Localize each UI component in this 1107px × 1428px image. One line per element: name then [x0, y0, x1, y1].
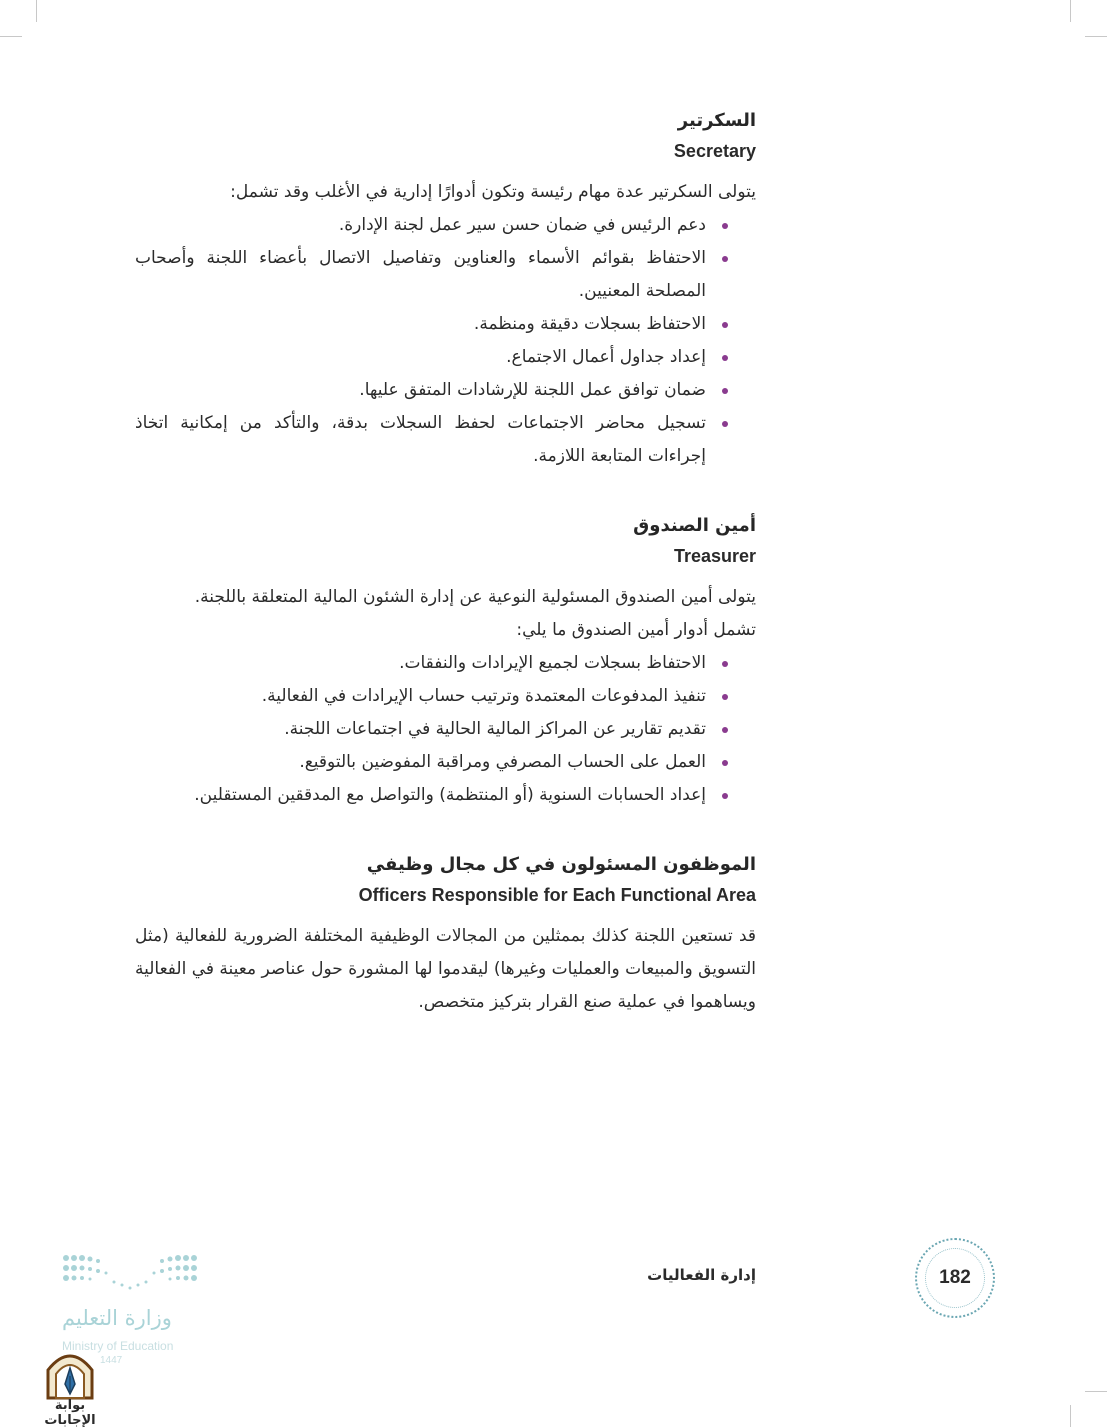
- section-officers: [135, 850, 756, 1019]
- list-item: تنفيذ المدفوعات المعتمدة وترتيب حساب الإيرادات في الفعالية.: [135, 680, 706, 713]
- list-item: ضمان توافق عمل اللجنة للإرشادات المتفق عليها.: [135, 374, 706, 407]
- list-item: إعداد جداول أعمال الاجتماع.: [135, 341, 706, 374]
- paragraph: تشمل أدوار أمين الصندوق ما يلي:: [516, 620, 756, 640]
- paragraph: قد تستعين اللجنة كذلك بممثلين من المجالات الوظيفية المختلفة الضرورية للفعالية (مثل التسويق والمبيعات والعمليات وغيرها) ليقدموا لها المشورة حول عناصر معينة في الفعالية ويساهموا في عملية صنع القرار بتركيز متخصص.: [134, 926, 756, 1012]
- section-heading-ar: أمين الصندوق: [633, 515, 756, 536]
- section-heading-en: Secretary: [673, 141, 756, 161]
- list-item: إعداد الحسابات السنوية (أو المنتظمة) والتواصل مع المدققين المستقلين.: [135, 779, 706, 812]
- list-item: العمل على الحساب المصرفي ومراقبة المفوضين بالتوقيع.: [135, 746, 706, 779]
- crop-mark: [36, 0, 37, 22]
- list-item: تقديم تقارير عن المراكز المالية الحالية في اجتماعات اللجنة.: [135, 713, 706, 746]
- section-heading-en: Officers Responsible for Each Functional Area: [358, 885, 756, 905]
- section-heading-en: Treasurer: [673, 546, 756, 566]
- bullet-list: [135, 209, 756, 473]
- crop-mark: [1070, 1405, 1071, 1427]
- list-item: الاحتفاظ بسجلات دقيقة ومنظمة.: [135, 308, 706, 341]
- section-heading-ar: الموظفون المسئولون في كل مجال وظيفي: [366, 854, 756, 875]
- paragraph: يتولى السكرتير عدة مهام رئيسة وتكون أدوارًا إدارية في الأغلب وقد تشمل:: [230, 182, 756, 202]
- watermark-text: بوابة الإجابات: [44, 1398, 96, 1428]
- list-item: الاحتفاظ بقوائم الأسماء والعناوين وتفاصيل الاتصال بأعضاء اللجنة وأصحاب المصلحة المعنيين.: [135, 242, 706, 308]
- page-content: [135, 106, 756, 1057]
- ministry-logo-icon: [62, 1252, 198, 1292]
- list-item: الاحتفاظ بسجلات لجميع الإيرادات والنفقات.: [135, 647, 706, 680]
- page-number-badge: [915, 1238, 995, 1318]
- ministry-name-en: Ministry of Education: [62, 1339, 174, 1353]
- ministry-name-ar: وزارة التعليم: [62, 1306, 172, 1330]
- book-title: إدارة الفعاليات: [647, 1266, 756, 1284]
- answers-portal-logo-icon: [42, 1348, 98, 1400]
- list-item: تسجيل محاضر الاجتماعات لحفظ السجلات بدقة، والتأكد من إمكانية اتخاذ إجراءات المتابعة اللازمة.: [135, 407, 706, 473]
- section-secretary: [135, 106, 756, 473]
- list-item: دعم الرئيس في ضمان حسن سير عمل لجنة الإدارة.: [135, 209, 706, 242]
- paragraph: يتولى أمين الصندوق المسئولية النوعية عن إدارة الشئون المالية المتعلقة باللجنة.: [194, 587, 756, 607]
- crop-mark: [1070, 0, 1071, 22]
- crop-mark: [1085, 1391, 1107, 1392]
- section-heading-ar: السكرتير: [677, 110, 756, 131]
- crop-mark: [1085, 36, 1107, 37]
- section-treasurer: [135, 511, 756, 812]
- page-number: 182: [925, 1248, 985, 1308]
- crop-mark: [0, 36, 22, 37]
- ministry-year: 1447: [100, 1355, 123, 1366]
- bullet-list: [135, 647, 756, 812]
